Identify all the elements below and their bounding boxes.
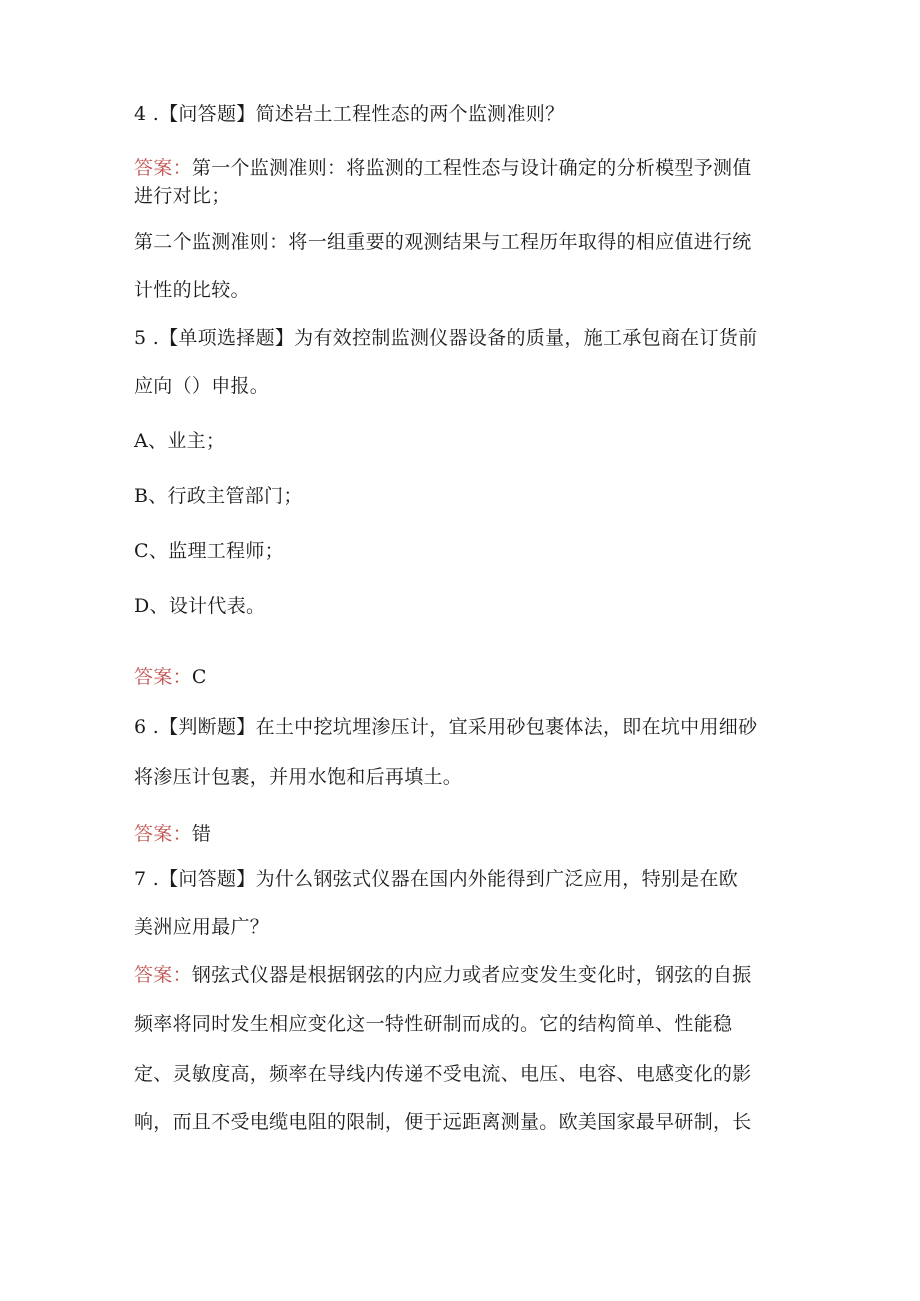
q4-answer-line-3: 第二个监测准则：将一组重要的观测结果与工程历年取得的相应值进行统 [134,231,752,253]
q4-answer-text: 第一个监测准则：将监测的工程性态与设计确定的分析模型予测值 [191,157,752,179]
q4-question: 4 .【问答题】简述岩土工程性态的两个监测准则？ [134,103,565,125]
q5-answer [134,664,207,690]
q4-answer-line-1 [134,155,752,181]
q6-question-line-1: 6 .【判断题】在土中挖坑埋渗压计，宜采用砂包裹体法，即在坑中用细砂 [134,716,758,738]
q5-answer-value: C [191,666,207,688]
answer-label: 答案： [134,964,192,986]
q5-option-d: D、设计代表。 [134,595,266,617]
q7-answer-line-2: 频率将同时发生相应变化这一特性研制而成的。它的结构简单、性能稳 [134,1013,733,1035]
q6-answer [134,821,211,847]
answer-label: 答案： [134,666,192,688]
q7-answer-line-3: 定、灵敏度高，频率在导线内传递不受电流、电压、电容、电感变化的影 [134,1063,752,1085]
q6-answer-value: 错 [191,823,212,845]
answer-label: 答案： [134,157,192,179]
q6-question-line-2: 将渗压计包裹，并用水饱和后再填土。 [134,766,463,788]
q5-question-line-1: 5 .【单项选择题】为有效控制监测仪器设备的质量，施工承包商在订货前 [134,327,758,349]
q4-answer-line-2: 进行对比； [134,185,231,207]
q5-option-c: C、监理工程师； [134,540,284,562]
q7-question-line-1: 7 .【问答题】为什么钢弦式仪器在国内外能得到广泛应用，特别是在欧 [134,868,739,890]
q4-answer-line-4: 计性的比较。 [134,279,250,301]
q5-option-b: B、行政主管部门； [134,485,303,507]
q7-answer-line-4: 响，而且不受电缆电阻的限制，便于远距离测量。欧美国家最早研制，长 [134,1111,752,1133]
answer-label: 答案： [134,823,192,845]
q5-question-line-2: 应向（）申报。 [134,375,270,397]
q5-option-a: A、业主； [134,430,226,452]
q7-answer-line-1 [134,962,752,988]
q7-answer-text: 钢弦式仪器是根据钢弦的内应力或者应变发生变化时，钢弦的自振 [191,964,752,986]
q7-question-line-2: 美洲应用最广？ [134,916,270,938]
